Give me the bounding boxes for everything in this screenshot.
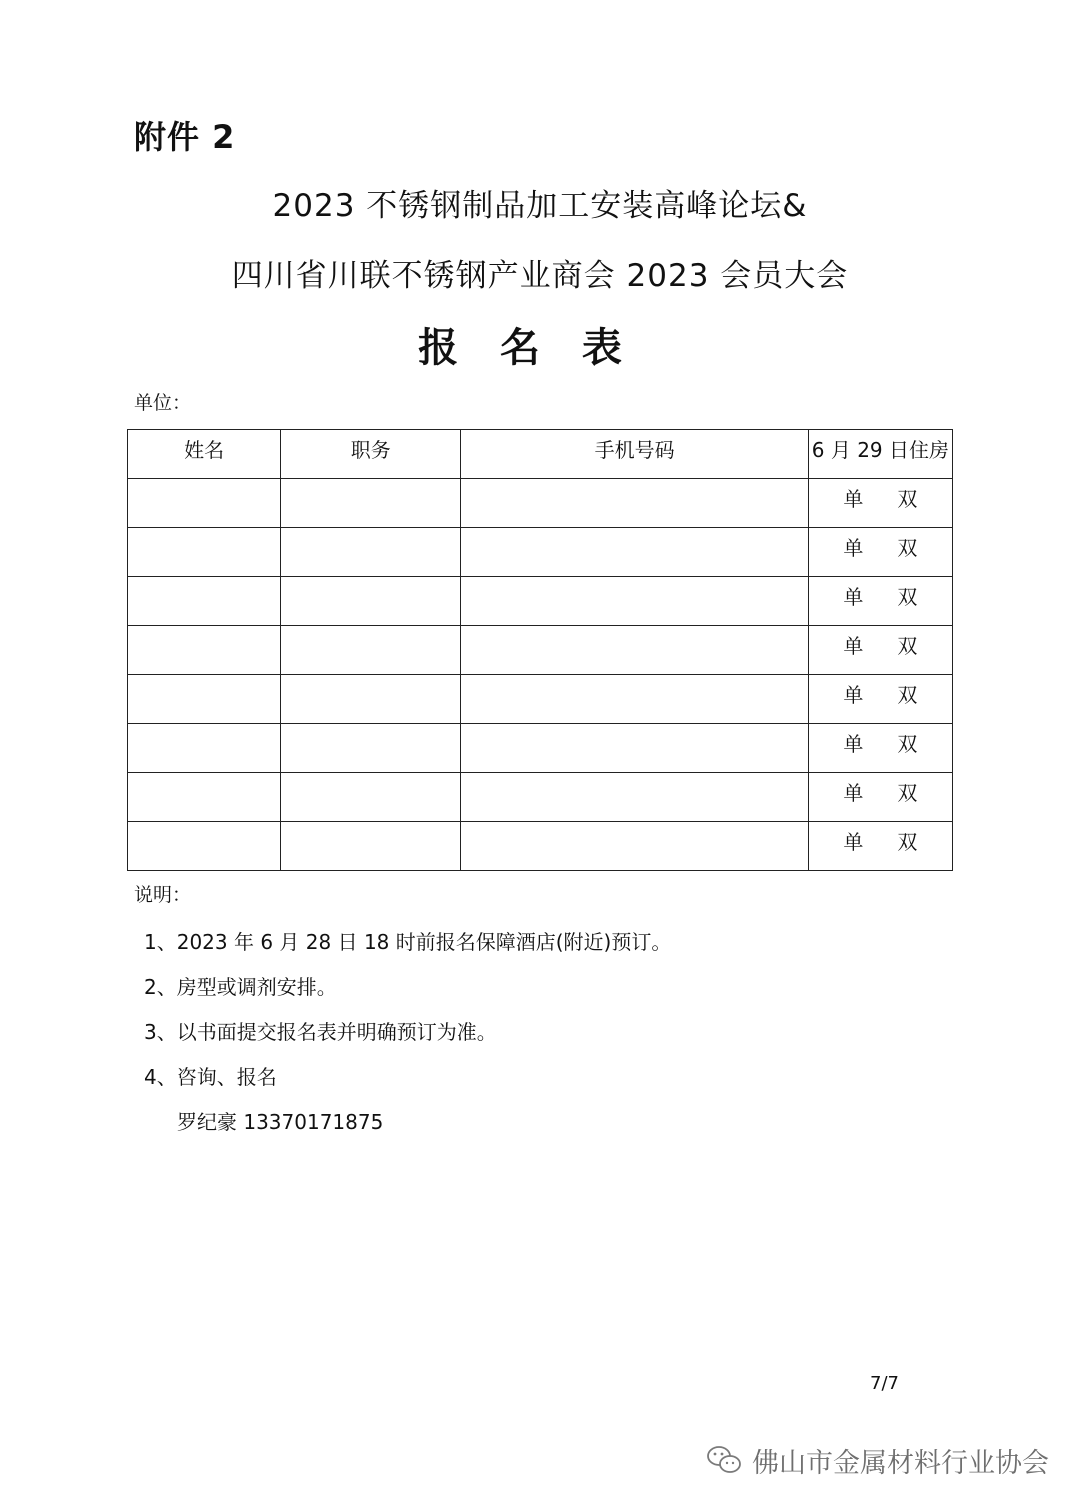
- note-item: 3、以书面提交报名表并明确预订为准。: [144, 1020, 497, 1044]
- phone-cell[interactable]: [461, 773, 808, 822]
- room-cell: [808, 626, 952, 675]
- unit-label: 单位：: [134, 392, 192, 414]
- name-cell[interactable]: [128, 577, 281, 626]
- wechat-icon: [706, 1444, 742, 1476]
- room-cell: [808, 724, 952, 773]
- room-option-double[interactable]: 双: [897, 830, 918, 854]
- title-cell[interactable]: [281, 675, 461, 724]
- phone-cell[interactable]: [461, 626, 808, 675]
- title-cell[interactable]: [281, 626, 461, 675]
- room-cell: [808, 577, 952, 626]
- name-cell[interactable]: [128, 528, 281, 577]
- note-item: 4、咨询、报名: [144, 1065, 277, 1089]
- name-cell[interactable]: [128, 626, 281, 675]
- table-header-row: [128, 430, 953, 479]
- room-option-single[interactable]: 单: [843, 683, 864, 707]
- table-row: [128, 528, 953, 577]
- table-row: [128, 479, 953, 528]
- title-cell[interactable]: [281, 822, 461, 871]
- title-cell[interactable]: [281, 773, 461, 822]
- table-row: [128, 675, 953, 724]
- watermark: [706, 1436, 1049, 1484]
- name-cell[interactable]: [128, 675, 281, 724]
- watermark-text: 佛山市金属材料行业协会: [752, 1447, 1049, 1479]
- room-option-double[interactable]: 双: [897, 732, 918, 756]
- title-cell[interactable]: [281, 724, 461, 773]
- name-cell[interactable]: [128, 822, 281, 871]
- column-header-name: 姓名: [128, 430, 281, 479]
- room-cell: [808, 773, 952, 822]
- name-cell[interactable]: [128, 773, 281, 822]
- room-option-single[interactable]: 单: [843, 634, 864, 658]
- contact-info: 罗纪豪 13370171875: [177, 1110, 384, 1134]
- room-option-single[interactable]: 单: [843, 536, 864, 560]
- column-header-room: 6 月 29 日住房: [808, 430, 952, 479]
- table-row: [128, 822, 953, 871]
- name-cell[interactable]: [128, 724, 281, 773]
- phone-cell[interactable]: [461, 528, 808, 577]
- title-cell[interactable]: [281, 528, 461, 577]
- room-option-double[interactable]: 双: [897, 781, 918, 805]
- column-header-title: 职务: [281, 430, 461, 479]
- note-item: 1、2023 年 6 月 28 日 18 时前报名保障酒店(附近)预订。: [144, 930, 672, 954]
- page-number: 7/7: [870, 1373, 899, 1394]
- phone-cell[interactable]: [461, 577, 808, 626]
- title-line-1: 2023 不锈钢制品加工安装高峰论坛&: [272, 188, 808, 224]
- room-option-single[interactable]: 单: [843, 487, 864, 511]
- room-cell: [808, 822, 952, 871]
- room-option-double[interactable]: 双: [897, 487, 918, 511]
- room-option-double[interactable]: 双: [897, 536, 918, 560]
- room-cell: [808, 675, 952, 724]
- column-header-phone: 手机号码: [461, 430, 808, 479]
- table-body: [128, 479, 953, 871]
- room-cell: [808, 479, 952, 528]
- room-option-single[interactable]: 单: [843, 830, 864, 854]
- room-option-single[interactable]: 单: [843, 781, 864, 805]
- table-row: [128, 724, 953, 773]
- title-line-2: 四川省川联不锈钢产业商会 2023 会员大会: [231, 258, 849, 294]
- form-title: 报 名 表: [418, 325, 636, 371]
- table-row: [128, 577, 953, 626]
- room-cell: [808, 528, 952, 577]
- title-cell[interactable]: [281, 479, 461, 528]
- title-cell[interactable]: [281, 577, 461, 626]
- phone-cell[interactable]: [461, 675, 808, 724]
- room-option-single[interactable]: 单: [843, 732, 864, 756]
- room-option-double[interactable]: 双: [897, 683, 918, 707]
- room-option-double[interactable]: 双: [897, 634, 918, 658]
- note-item: 2、房型或调剂安排。: [144, 975, 337, 999]
- attachment-label: 附件 2: [134, 118, 236, 156]
- room-option-double[interactable]: 双: [897, 585, 918, 609]
- name-cell[interactable]: [128, 479, 281, 528]
- registration-table: [127, 429, 953, 871]
- notes-label: 说明：: [134, 884, 192, 906]
- phone-cell[interactable]: [461, 822, 808, 871]
- phone-cell[interactable]: [461, 479, 808, 528]
- table-row: [128, 773, 953, 822]
- table-row: [128, 626, 953, 675]
- phone-cell[interactable]: [461, 724, 808, 773]
- room-option-single[interactable]: 单: [843, 585, 864, 609]
